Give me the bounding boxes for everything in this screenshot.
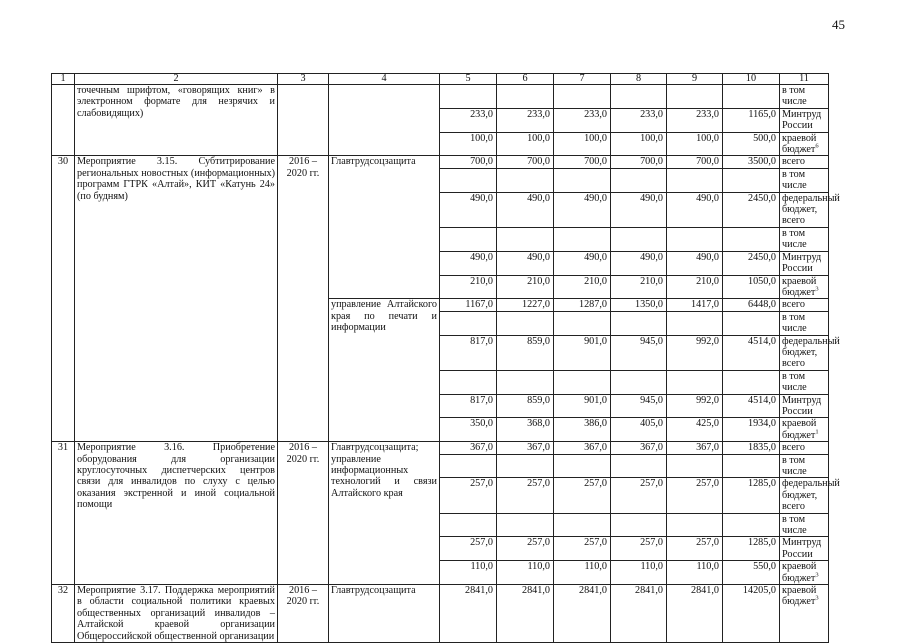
source-text: всего bbox=[782, 156, 805, 168]
source-cell bbox=[780, 275, 829, 299]
value-cell bbox=[723, 311, 780, 335]
value-cell: 100,0 bbox=[497, 132, 554, 156]
source-cell bbox=[780, 418, 829, 442]
source-cell bbox=[780, 192, 840, 227]
source-text: Минтруд России bbox=[782, 394, 822, 417]
value-cell: 350,0 bbox=[440, 418, 497, 442]
table-row bbox=[52, 156, 829, 168]
source-text: в том числе bbox=[782, 168, 807, 192]
value-cell: 210,0 bbox=[440, 275, 497, 299]
value-cell: 2841,0 bbox=[667, 585, 723, 643]
value-cell: 490,0 bbox=[667, 192, 723, 227]
source-cell bbox=[780, 394, 829, 418]
value-cell: 2841,0 bbox=[554, 585, 611, 643]
value-cell bbox=[497, 168, 554, 192]
source-text: федеральный бюджет, всего bbox=[782, 478, 840, 513]
value-cell bbox=[723, 454, 780, 478]
column-header: 2 bbox=[75, 74, 278, 85]
source-cell bbox=[780, 478, 840, 513]
value-cell: 992,0 bbox=[667, 335, 723, 370]
value-cell bbox=[440, 85, 497, 109]
source-text: краевой бюджет bbox=[782, 561, 817, 584]
value-cell bbox=[554, 370, 611, 394]
value-cell: 257,0 bbox=[611, 537, 667, 561]
column-header: 10 bbox=[723, 74, 780, 85]
value-cell bbox=[554, 168, 611, 192]
column-header: 11 bbox=[780, 74, 829, 85]
value-cell: 700,0 bbox=[667, 156, 723, 168]
column-header: 3 bbox=[278, 74, 329, 85]
footnote-mark: 6 bbox=[815, 142, 819, 150]
value-cell: 1934,0 bbox=[723, 418, 780, 442]
column-header: 8 bbox=[611, 74, 667, 85]
value-cell: 1350,0 bbox=[611, 299, 667, 311]
value-cell bbox=[440, 227, 497, 251]
source-cell bbox=[780, 513, 829, 537]
value-cell: 257,0 bbox=[554, 537, 611, 561]
source-text: в том числе bbox=[782, 227, 807, 251]
value-cell bbox=[611, 311, 667, 335]
value-cell bbox=[611, 370, 667, 394]
budget-table bbox=[51, 73, 840, 643]
value-cell: 368,0 bbox=[497, 418, 554, 442]
footnote-mark: 3 bbox=[815, 595, 819, 603]
value-cell: 817,0 bbox=[440, 335, 497, 370]
value-cell bbox=[723, 168, 780, 192]
value-cell: 1050,0 bbox=[723, 275, 780, 299]
executor-cell: Главтрудсоцзащита; управление информационных технологий и связи Алтайского края bbox=[329, 442, 440, 585]
source-text: всего bbox=[782, 299, 805, 311]
source-cell bbox=[780, 561, 829, 585]
value-cell: 110,0 bbox=[611, 561, 667, 585]
value-cell bbox=[497, 370, 554, 394]
source-cell bbox=[780, 537, 829, 561]
source-text: в том числе bbox=[782, 513, 807, 537]
value-cell: 257,0 bbox=[440, 537, 497, 561]
value-cell bbox=[611, 454, 667, 478]
header-row bbox=[52, 74, 829, 85]
value-cell: 817,0 bbox=[440, 394, 497, 418]
column-header: 9 bbox=[667, 74, 723, 85]
value-cell: 367,0 bbox=[667, 442, 723, 454]
source-text: всего bbox=[782, 442, 805, 454]
value-cell bbox=[723, 370, 780, 394]
value-cell: 386,0 bbox=[554, 418, 611, 442]
value-cell: 490,0 bbox=[667, 251, 723, 275]
value-cell: 901,0 bbox=[554, 335, 611, 370]
value-cell: 257,0 bbox=[667, 478, 723, 513]
footnote-mark: 3 bbox=[815, 571, 819, 579]
value-cell bbox=[554, 227, 611, 251]
period-cell: 2016 – 2020 гг. bbox=[278, 585, 329, 643]
value-cell: 859,0 bbox=[497, 335, 554, 370]
value-cell: 490,0 bbox=[497, 251, 554, 275]
row-number-cell: 30 bbox=[52, 156, 75, 442]
value-cell: 490,0 bbox=[611, 251, 667, 275]
value-cell: 700,0 bbox=[497, 156, 554, 168]
value-cell: 2841,0 bbox=[440, 585, 497, 643]
value-cell bbox=[667, 227, 723, 251]
value-cell: 490,0 bbox=[440, 251, 497, 275]
value-cell: 367,0 bbox=[554, 442, 611, 454]
value-cell: 233,0 bbox=[554, 108, 611, 132]
row-number-cell bbox=[52, 85, 75, 156]
value-cell: 14205,0 bbox=[723, 585, 780, 643]
period-cell bbox=[278, 85, 329, 156]
column-header: 6 bbox=[497, 74, 554, 85]
column-header: 5 bbox=[440, 74, 497, 85]
value-cell bbox=[667, 454, 723, 478]
value-cell: 700,0 bbox=[440, 156, 497, 168]
value-cell: 2450,0 bbox=[723, 192, 780, 227]
page-number: 45 bbox=[832, 17, 845, 32]
value-cell: 110,0 bbox=[667, 561, 723, 585]
value-cell bbox=[554, 513, 611, 537]
value-cell bbox=[554, 311, 611, 335]
value-cell: 100,0 bbox=[554, 132, 611, 156]
value-cell: 257,0 bbox=[554, 478, 611, 513]
column-header: 4 bbox=[329, 74, 440, 85]
source-cell bbox=[780, 168, 829, 192]
description-cell: Мероприятие 3.16. Приобретение оборудования для организации круглосуточных диспетчерских центров связи для инвалидов по слуху с целью оказания экстренной и иной социальной помощи bbox=[75, 442, 278, 585]
value-cell bbox=[611, 513, 667, 537]
value-cell bbox=[667, 168, 723, 192]
value-cell: 550,0 bbox=[723, 561, 780, 585]
value-cell bbox=[723, 227, 780, 251]
value-cell bbox=[667, 85, 723, 109]
value-cell: 490,0 bbox=[611, 192, 667, 227]
value-cell: 1835,0 bbox=[723, 442, 780, 454]
source-cell bbox=[780, 442, 829, 454]
value-cell bbox=[440, 168, 497, 192]
row-number-cell: 31 bbox=[52, 442, 75, 585]
source-cell bbox=[780, 299, 829, 311]
source-text: в том числе bbox=[782, 370, 807, 394]
executor-cell: Главтрудсоцзащита bbox=[329, 585, 440, 643]
value-cell: 257,0 bbox=[440, 478, 497, 513]
source-text: в том числе bbox=[782, 85, 807, 108]
footnote-mark: 3 bbox=[815, 285, 819, 293]
value-cell bbox=[497, 311, 554, 335]
value-cell bbox=[723, 85, 780, 109]
period-cell: 2016 – 2020 гг. bbox=[278, 442, 329, 585]
value-cell: 233,0 bbox=[497, 108, 554, 132]
value-cell: 500,0 bbox=[723, 132, 780, 156]
source-text: краевой бюджет bbox=[782, 275, 817, 298]
value-cell bbox=[667, 311, 723, 335]
row-number-cell: 32 bbox=[52, 585, 75, 643]
value-cell: 367,0 bbox=[611, 442, 667, 454]
value-cell: 110,0 bbox=[497, 561, 554, 585]
value-cell: 4514,0 bbox=[723, 335, 780, 370]
table-row bbox=[52, 442, 829, 454]
value-cell: 6448,0 bbox=[723, 299, 780, 311]
source-cell bbox=[780, 585, 829, 643]
source-text: краевой бюджет bbox=[782, 418, 817, 441]
value-cell: 405,0 bbox=[611, 418, 667, 442]
source-text: краевой бюджет bbox=[782, 585, 817, 608]
value-cell: 945,0 bbox=[611, 394, 667, 418]
value-cell bbox=[554, 454, 611, 478]
value-cell: 100,0 bbox=[667, 132, 723, 156]
period-cell: 2016 – 2020 гг. bbox=[278, 156, 329, 442]
value-cell: 490,0 bbox=[554, 192, 611, 227]
value-cell: 1285,0 bbox=[723, 537, 780, 561]
source-cell bbox=[780, 454, 829, 478]
value-cell bbox=[611, 168, 667, 192]
value-cell: 257,0 bbox=[667, 537, 723, 561]
source-cell bbox=[780, 85, 829, 109]
value-cell bbox=[611, 227, 667, 251]
value-cell: 100,0 bbox=[440, 132, 497, 156]
column-header: 7 bbox=[554, 74, 611, 85]
value-cell: 700,0 bbox=[554, 156, 611, 168]
value-cell: 367,0 bbox=[497, 442, 554, 454]
description-cell: Мероприятие 3.17. Поддержка мероприятий в области социальной политики краевых общественных организаций инвалидов – Алтайской краевой организации Общероссийской общественной организации bbox=[75, 585, 278, 643]
executor-cell: управление Алтайского края по печати и информации bbox=[329, 299, 440, 442]
value-cell bbox=[497, 513, 554, 537]
value-cell: 257,0 bbox=[611, 478, 667, 513]
footnote-mark: 1 bbox=[815, 428, 819, 436]
source-cell bbox=[780, 251, 829, 275]
value-cell: 1287,0 bbox=[554, 299, 611, 311]
value-cell: 233,0 bbox=[440, 108, 497, 132]
value-cell: 210,0 bbox=[667, 275, 723, 299]
source-text: краевой бюджет bbox=[782, 132, 817, 156]
value-cell: 901,0 bbox=[554, 394, 611, 418]
value-cell: 2841,0 bbox=[497, 585, 554, 643]
table-row bbox=[52, 585, 829, 643]
source-cell bbox=[780, 108, 829, 132]
value-cell: 210,0 bbox=[611, 275, 667, 299]
description-cell: Мероприятие 3.15. Субтитрирование региональных новостных (информационных) программ ГТРК «Алтай», КИТ «Катунь 24» (по будням) bbox=[75, 156, 278, 442]
value-cell bbox=[497, 227, 554, 251]
value-cell: 3500,0 bbox=[723, 156, 780, 168]
source-text: Минтруд России bbox=[782, 108, 822, 132]
value-cell bbox=[667, 513, 723, 537]
value-cell bbox=[723, 513, 780, 537]
value-cell: 100,0 bbox=[611, 132, 667, 156]
source-text: Минтруд России bbox=[782, 537, 822, 560]
value-cell bbox=[497, 454, 554, 478]
value-cell: 210,0 bbox=[497, 275, 554, 299]
value-cell: 490,0 bbox=[497, 192, 554, 227]
source-text: в том числе bbox=[782, 454, 807, 477]
value-cell: 490,0 bbox=[440, 192, 497, 227]
value-cell bbox=[554, 85, 611, 109]
value-cell: 1417,0 bbox=[667, 299, 723, 311]
value-cell: 257,0 bbox=[497, 478, 554, 513]
source-text: федеральный бюджет, всего bbox=[782, 335, 840, 370]
executor-cell bbox=[329, 85, 440, 156]
value-cell: 2450,0 bbox=[723, 251, 780, 275]
source-cell bbox=[780, 227, 829, 251]
value-cell: 1165,0 bbox=[723, 108, 780, 132]
value-cell: 1285,0 bbox=[723, 478, 780, 513]
value-cell bbox=[440, 370, 497, 394]
value-cell: 700,0 bbox=[611, 156, 667, 168]
value-cell bbox=[440, 454, 497, 478]
value-cell bbox=[440, 311, 497, 335]
value-cell: 992,0 bbox=[667, 394, 723, 418]
value-cell: 859,0 bbox=[497, 394, 554, 418]
value-cell: 1227,0 bbox=[497, 299, 554, 311]
column-header: 1 bbox=[52, 74, 75, 85]
value-cell: 490,0 bbox=[554, 251, 611, 275]
source-cell bbox=[780, 156, 829, 168]
source-text: в том числе bbox=[782, 311, 807, 335]
source-cell bbox=[780, 132, 829, 156]
executor-cell: Главтрудсоцзащита bbox=[329, 156, 440, 299]
value-cell: 233,0 bbox=[667, 108, 723, 132]
value-cell: 425,0 bbox=[667, 418, 723, 442]
table-row bbox=[52, 85, 829, 109]
source-cell bbox=[780, 335, 840, 370]
value-cell: 110,0 bbox=[554, 561, 611, 585]
source-text: Минтруд России bbox=[782, 251, 822, 275]
value-cell bbox=[497, 85, 554, 109]
value-cell: 233,0 bbox=[611, 108, 667, 132]
value-cell: 1167,0 bbox=[440, 299, 497, 311]
value-cell bbox=[440, 513, 497, 537]
value-cell bbox=[667, 370, 723, 394]
source-cell bbox=[780, 370, 829, 394]
value-cell: 110,0 bbox=[440, 561, 497, 585]
value-cell: 210,0 bbox=[554, 275, 611, 299]
value-cell: 367,0 bbox=[440, 442, 497, 454]
value-cell: 945,0 bbox=[611, 335, 667, 370]
value-cell: 2841,0 bbox=[611, 585, 667, 643]
value-cell bbox=[611, 85, 667, 109]
source-text: федеральный бюджет, всего bbox=[782, 192, 840, 227]
value-cell: 257,0 bbox=[497, 537, 554, 561]
value-cell: 4514,0 bbox=[723, 394, 780, 418]
description-cell: точечным шрифтом, «говорящих книг» в электронном формате для незрячих и слабовидящих) bbox=[75, 85, 278, 156]
source-cell bbox=[780, 311, 829, 335]
